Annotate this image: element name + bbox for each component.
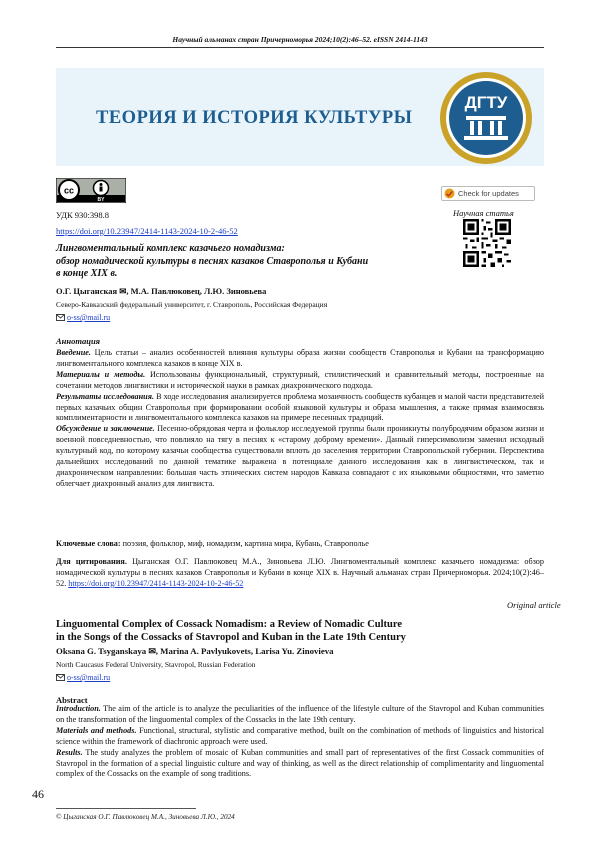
logo-text: ДГТУ — [464, 93, 508, 112]
en-abstract-text: The study analyzes the problem of mosaic of Kuban communities and small part of representatives of the first Cossack communities of Stavropol in the formation of a special linguistic culture and way of thinking, as well as the direct relationship of complimentarity and linguomental complex of the Cossacks on the example of song traditions. — [56, 747, 544, 779]
qr-code-icon — [463, 219, 511, 267]
ru-abstract-paragraph — [56, 348, 544, 370]
check-updates-label: Check for updates — [458, 189, 519, 198]
svg-text:BY: BY — [97, 197, 105, 203]
ru-abstract-label: Материалы и методы. — [56, 369, 146, 379]
ru-abstract-text: Песенно-обрядовая черта и фольклор исследуемой группы были проникнуты полубродячим образом жизни и военной повседневностью, что повлияло на тягу в песнях к «старому доброму времени». Данный гиперсимволизм заменил исходный культурный код, по которому казачьи сообщества существовали вплоть до заселения территории Ставропольской губернии. Перспектива дальнейших исследований по данной тематике выражена в потенциале данного исследования как в лингвистическом, так и диахроническом направлении: большая часть этнических систем народов Кавказа совпадают с их языковыми общностями, что заметно облегчает диахронный анализ для лингвиста. — [56, 424, 545, 488]
check-updates-button[interactable] — [441, 186, 535, 201]
original-article-label: Original article — [507, 600, 561, 610]
journal-header: Научный альманах стран Причерноморья 2024;10(2):46–52. eISSN 2414-1143 — [172, 35, 428, 44]
ru-abstract-text: Цель статьи – анализ особенностей влияния культуры образа жизни сообществ Ставрополья и Кубани на трансформацию лингвоментального комплекса казаков в конце XIX в. — [56, 348, 544, 368]
ru-citation — [56, 557, 544, 590]
ru-abstract-label: Результаты исследования. — [56, 391, 154, 401]
copyright-notice: © Цыганская О.Г. Павлюковец М.А., Зиновьева Л.Ю., 2024 — [56, 813, 235, 821]
ru-cite-doi-link[interactable]: https://doi.org/10.23947/2414-1143-2024-10-2-46-52 — [68, 578, 244, 588]
en-email: o-ss@mail.ru — [67, 673, 111, 682]
header-rule — [56, 47, 544, 48]
article-type: Научная статья — [453, 208, 514, 218]
en-abstract-label: Results. — [56, 747, 83, 757]
en-abstract-paragraph — [56, 726, 544, 748]
ru-authors: О.Г. Цыганская ✉, М.А. Павлюковец, Л.Ю. Зиновьева — [56, 286, 267, 296]
en-abstract-paragraph — [56, 704, 544, 726]
svg-text:cc: cc — [63, 185, 75, 196]
udk-code: УДК 930:398.8 — [56, 210, 109, 220]
ru-email-link[interactable] — [56, 313, 110, 322]
en-affiliation: North Caucasus Federal University, Stavropol, Russian Federation — [56, 660, 256, 669]
envelope-icon — [56, 674, 65, 681]
ru-cite-label: Для цитирования. — [56, 557, 127, 566]
ru-abstract-label: Обсуждение и заключение. — [56, 424, 155, 434]
ru-annotation-heading: Аннотация — [56, 336, 101, 346]
en-article-title — [56, 619, 476, 644]
university-logo — [438, 70, 534, 166]
en-abstract — [56, 704, 544, 780]
ru-abstract-paragraph — [56, 392, 544, 425]
footer-rule — [56, 808, 196, 809]
ru-title-line: в конце XIX в. — [56, 268, 118, 279]
en-title-line: Linguomental Complex of Cossack Nomadism: a Review of Nomadic Culture — [56, 619, 403, 630]
en-authors: Oksana G. Tsyganskaya ✉, Marina A. Pavlyukovets, Larisa Yu. Zinovieva — [56, 646, 334, 656]
ru-abstract-label: Введение. — [56, 348, 91, 357]
ru-abstract-paragraph — [56, 370, 544, 392]
ru-affiliation: Северо-Кавказский федеральный университет, г. Ставрополь, Российская Федерация — [56, 300, 328, 309]
en-abstract-paragraph — [56, 748, 544, 781]
cc-license-icon[interactable] — [56, 178, 126, 203]
ru-abstract — [56, 348, 544, 490]
ru-title-line: обзор номадической культуры в песнях казаков Ставрополья и Кубани — [56, 255, 369, 267]
ru-abstract-text: Использованы функциональный, структурный, стилистический и сравнительный методы, построенные на сочетании методов лингвистики и исторической науки в рамках диахронического подхода. — [56, 369, 545, 390]
en-abstract-heading: Abstract — [56, 695, 88, 705]
ru-title-line: Лингвоментальный комплекс казачьего номадизма: — [56, 243, 285, 254]
en-abstract-text: Functional, structural, stylistic and comparative method, built on the combination of methods of linguistics and historical science within the framework of diachronic approach were used. — [56, 725, 544, 746]
ru-abstract-text: В ходе исследования анализируется проблема мозаичность сообществ кубанцев и малой части представителей первых казачьих общин Ставрополья при формировании особой языковой культуры и образа мышления, а также прямая взаимосвязь комплиментарности и лингвоментального комплекса казаков на примере песенных традиций. — [56, 391, 544, 423]
ru-abstract-paragraph — [56, 424, 544, 489]
en-title-line: in the Songs of the Cossacks of Stavropol and Kuban in the Late 19th Century — [56, 631, 406, 643]
ru-article-title — [56, 243, 456, 281]
page-number: 46 — [32, 787, 44, 801]
en-abstract-label: Introduction. — [56, 704, 101, 713]
doi-link[interactable]: https://doi.org/10.23947/2414-1143-2024-10-2-46-52 — [56, 226, 238, 236]
ru-cite-text: Цыганская О.Г. Павлюковец М.А., Зиновьева Л.Ю. Лингвоментальный комплекс казачьего номадизма: обзор номадической культуры в песнях казаков Ставрополья и Кубани в конце XIX в. Научный альманах стран Причерноморья. 2024;10(2):46–52. — [56, 557, 544, 588]
check-updates-icon — [444, 188, 455, 199]
ru-keywords-label: Ключевые слова: — [56, 539, 121, 548]
ru-keywords — [56, 539, 544, 550]
en-abstract-text: The aim of the article is to analyze the peculiarities of the influence of the lifestyle culture of the Stavropol and Kuban communities on the transformation of the linguomental complex of the Cossacks in the late 19th century. — [56, 704, 544, 724]
ru-email: o-ss@mail.ru — [67, 313, 111, 322]
ru-keywords-text: поэзия, фольклор, миф, номадизм, картина мира, Кубань, Ставрополье — [120, 539, 369, 548]
en-abstract-label: Materials and methods. — [56, 725, 137, 735]
en-email-link[interactable] — [56, 673, 110, 682]
section-title: ТЕОРИЯ И ИСТОРИЯ КУЛЬТУРЫ — [96, 108, 413, 128]
envelope-icon — [56, 314, 65, 321]
